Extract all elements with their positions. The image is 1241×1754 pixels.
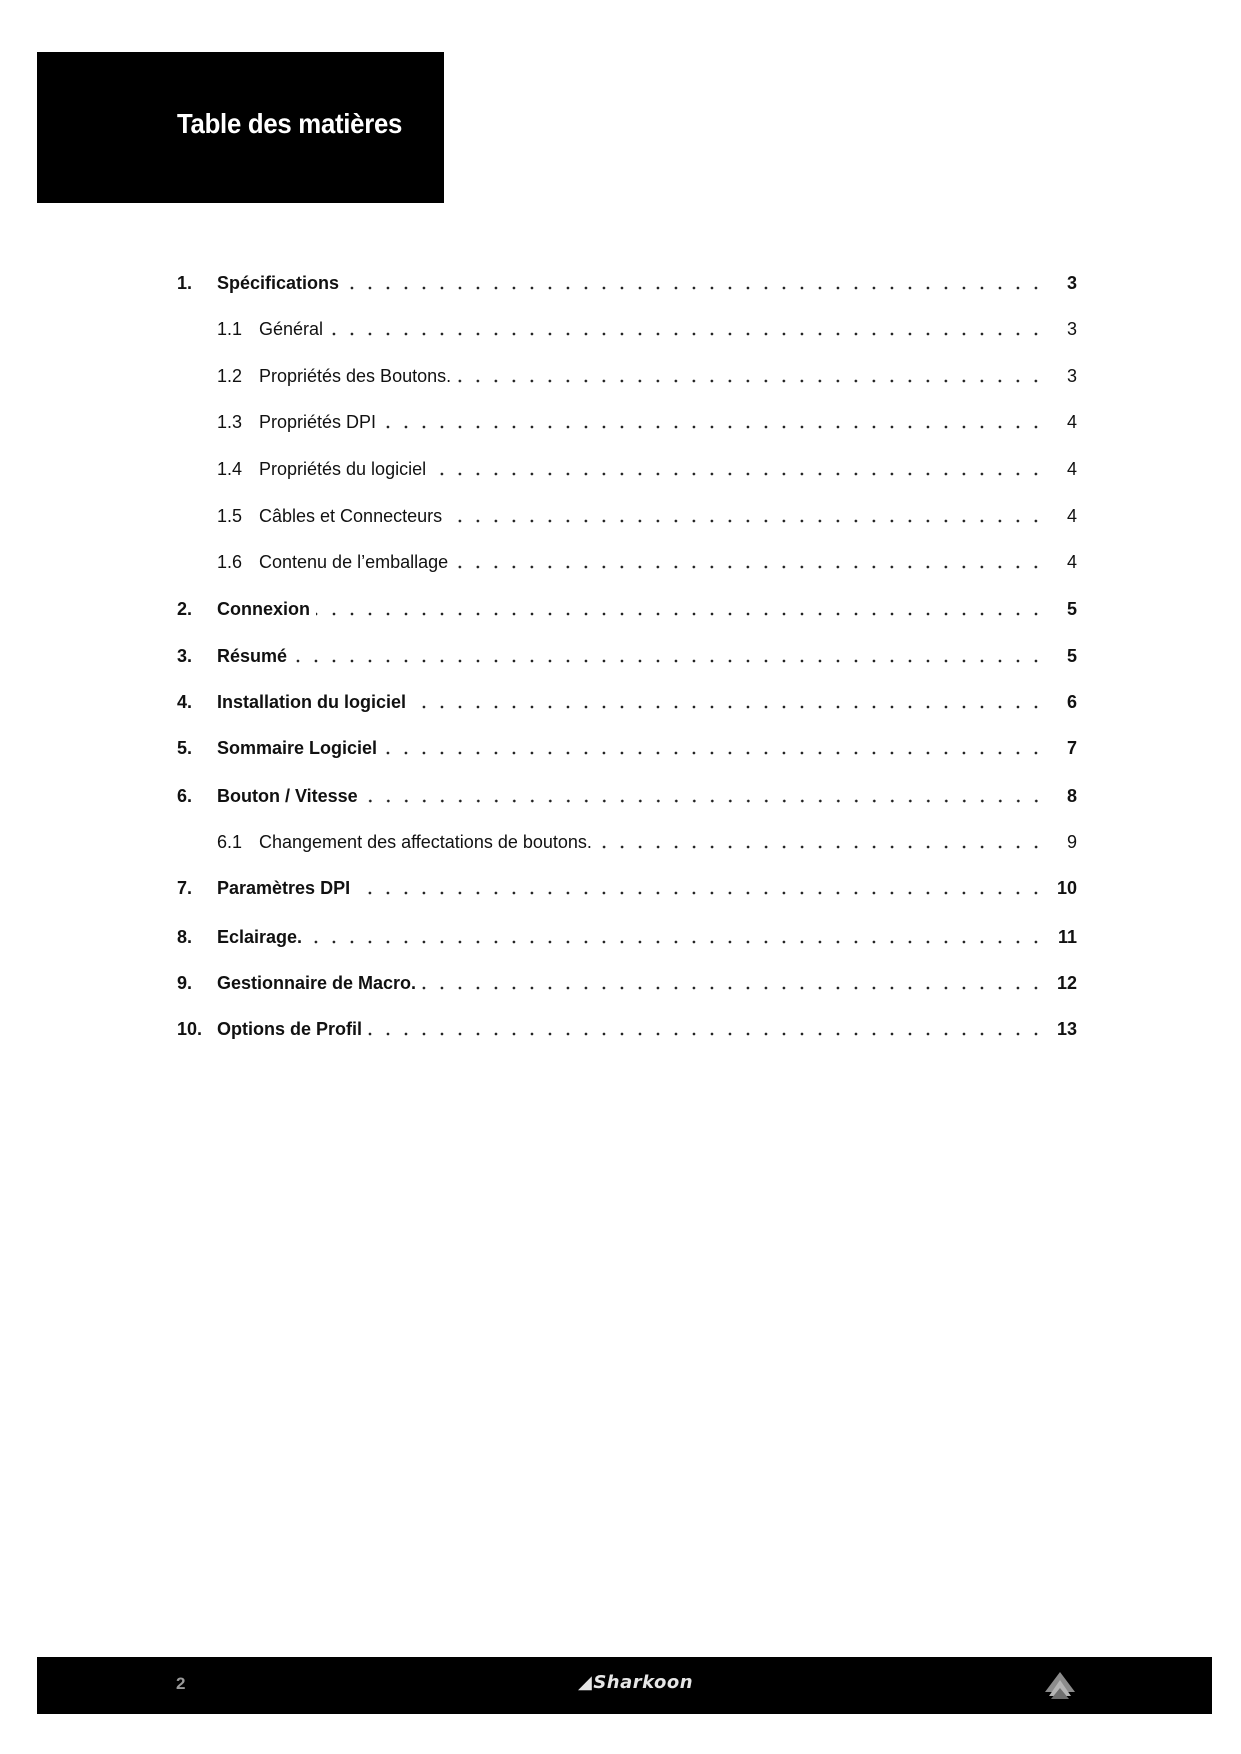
toc-entry-page: 5 <box>1066 645 1077 666</box>
toc-entry[interactable] <box>177 873 1077 903</box>
toc-entry-number: 5. <box>177 737 193 758</box>
toc-dot-leader <box>356 891 1045 895</box>
toc-entry-title: Résumé <box>217 645 288 666</box>
toc-entry-page: 3 <box>1066 272 1077 293</box>
toc-entry-page: 12 <box>1056 972 1077 993</box>
toc-entry-number: 3. <box>177 645 193 666</box>
toc-entry-title: Général <box>259 318 324 339</box>
toc-entry-title: Eclairage. <box>217 926 303 947</box>
toc-entry-page: 8 <box>1066 785 1077 806</box>
toc-entry[interactable] <box>177 594 1077 624</box>
toc-entry-number: 1.3 <box>217 411 243 432</box>
toc-dot-leader <box>422 986 1045 990</box>
toc-dot-leader <box>345 286 1045 290</box>
toc-dot-leader <box>308 940 1045 944</box>
toc-entry-title: Câbles et Connecteurs <box>259 505 443 526</box>
toc-entry-page: 3 <box>1066 365 1077 386</box>
toc-entry-number: 9. <box>177 972 193 993</box>
toc-entry-number: 4. <box>177 691 193 712</box>
toc-dot-leader <box>412 705 1045 709</box>
toc-entry-title: Spécifications <box>217 272 340 293</box>
toc-entry-page: 4 <box>1066 505 1077 526</box>
toc-entry-number: 6. <box>177 785 193 806</box>
toc-dot-leader <box>598 845 1045 849</box>
toc-entry-page: 9 <box>1066 831 1077 852</box>
toc-entry-title: Propriétés du logiciel <box>259 458 427 479</box>
toc-entry[interactable] <box>177 314 1077 344</box>
toc-entry-title: Options de Profil <box>217 1018 363 1039</box>
toc-entry-page: 11 <box>1057 926 1077 947</box>
toc-entry[interactable] <box>177 687 1077 717</box>
toc-entry-number: 10. <box>177 1018 203 1039</box>
sharkoon-fin-icon: ◢ <box>578 1672 593 1693</box>
footer-page-number: 2 <box>176 1674 186 1693</box>
toc-entry-title: Contenu de l’emballage <box>259 551 449 572</box>
toc-entry-page: 4 <box>1066 458 1077 479</box>
toc-entry[interactable] <box>177 454 1077 484</box>
toc-entry-title: Bouton / Vitesse <box>217 785 358 806</box>
toc-dot-leader <box>382 425 1045 429</box>
page-title: Table des matières <box>177 108 403 139</box>
toc-entry[interactable] <box>177 407 1077 437</box>
toc-dot-leader <box>432 472 1045 476</box>
up-triangle-icon[interactable] <box>1043 1670 1077 1700</box>
toc-entry[interactable] <box>177 501 1077 531</box>
toc-entry-title: Changement des affectations de boutons. <box>259 831 592 852</box>
toc-dot-leader <box>457 379 1045 383</box>
toc-entry-number: 1.2 <box>217 365 243 386</box>
toc-entry[interactable] <box>177 547 1077 577</box>
toc-entry[interactable] <box>177 268 1077 298</box>
toc-entry-page: 4 <box>1066 551 1077 572</box>
toc-entry-title: Propriétés des Boutons. <box>259 365 452 386</box>
toc-dot-leader <box>368 1032 1045 1036</box>
toc-entry-page: 5 <box>1066 598 1077 619</box>
toc-entry-page: 13 <box>1056 1018 1077 1039</box>
toc-dot-leader <box>364 799 1045 803</box>
sharkoon-logo <box>578 1672 693 1693</box>
toc-entry[interactable] <box>177 922 1077 952</box>
toc-entry-title: Paramètres DPI <box>217 877 351 898</box>
toc-entry-page: 4 <box>1066 411 1077 432</box>
toc-dot-leader <box>316 612 1045 616</box>
toc-entry-number: 1.4 <box>217 458 243 479</box>
toc-entry-title: Propriétés DPI <box>259 411 377 432</box>
toc-entry-number: 1.1 <box>217 318 243 339</box>
toc-dot-leader <box>293 659 1045 663</box>
toc-entry-number: 1.5 <box>217 505 243 526</box>
toc-entry-title: Connexion <box>217 598 310 619</box>
toc-entry-page: 6 <box>1066 691 1077 712</box>
toc-entry-page: 10 <box>1056 877 1077 898</box>
toc-entry-page: 3 <box>1066 318 1077 339</box>
logo-text: Sharkoon <box>593 1672 694 1693</box>
toc-dot-leader <box>329 332 1045 336</box>
toc-entry-number: 2. <box>177 598 193 619</box>
toc-entry[interactable] <box>177 968 1077 998</box>
toc-dot-leader <box>454 565 1045 569</box>
toc-entry-number: 6.1 <box>217 831 243 852</box>
toc-entry-title: Gestionnaire de Macro. <box>217 972 417 993</box>
toc-entry-page: 7 <box>1066 737 1077 758</box>
toc-dot-leader <box>383 751 1045 755</box>
toc-entry[interactable] <box>177 781 1077 811</box>
toc-entry-title: Installation du logiciel <box>217 691 407 712</box>
toc-entry[interactable] <box>177 361 1077 391</box>
toc-entry-title: Sommaire Logiciel <box>217 737 378 758</box>
toc-entry[interactable] <box>177 827 1077 857</box>
toc-entry[interactable] <box>177 733 1077 763</box>
toc-entry-number: 1.6 <box>217 551 243 572</box>
toc-entry-number: 8. <box>177 926 193 947</box>
toc-entry-number: 1. <box>177 272 193 293</box>
toc-entry[interactable] <box>177 641 1077 671</box>
toc-entry[interactable] <box>177 1014 1077 1044</box>
toc-dot-leader <box>448 519 1045 523</box>
toc-entry-number: 7. <box>177 877 193 898</box>
